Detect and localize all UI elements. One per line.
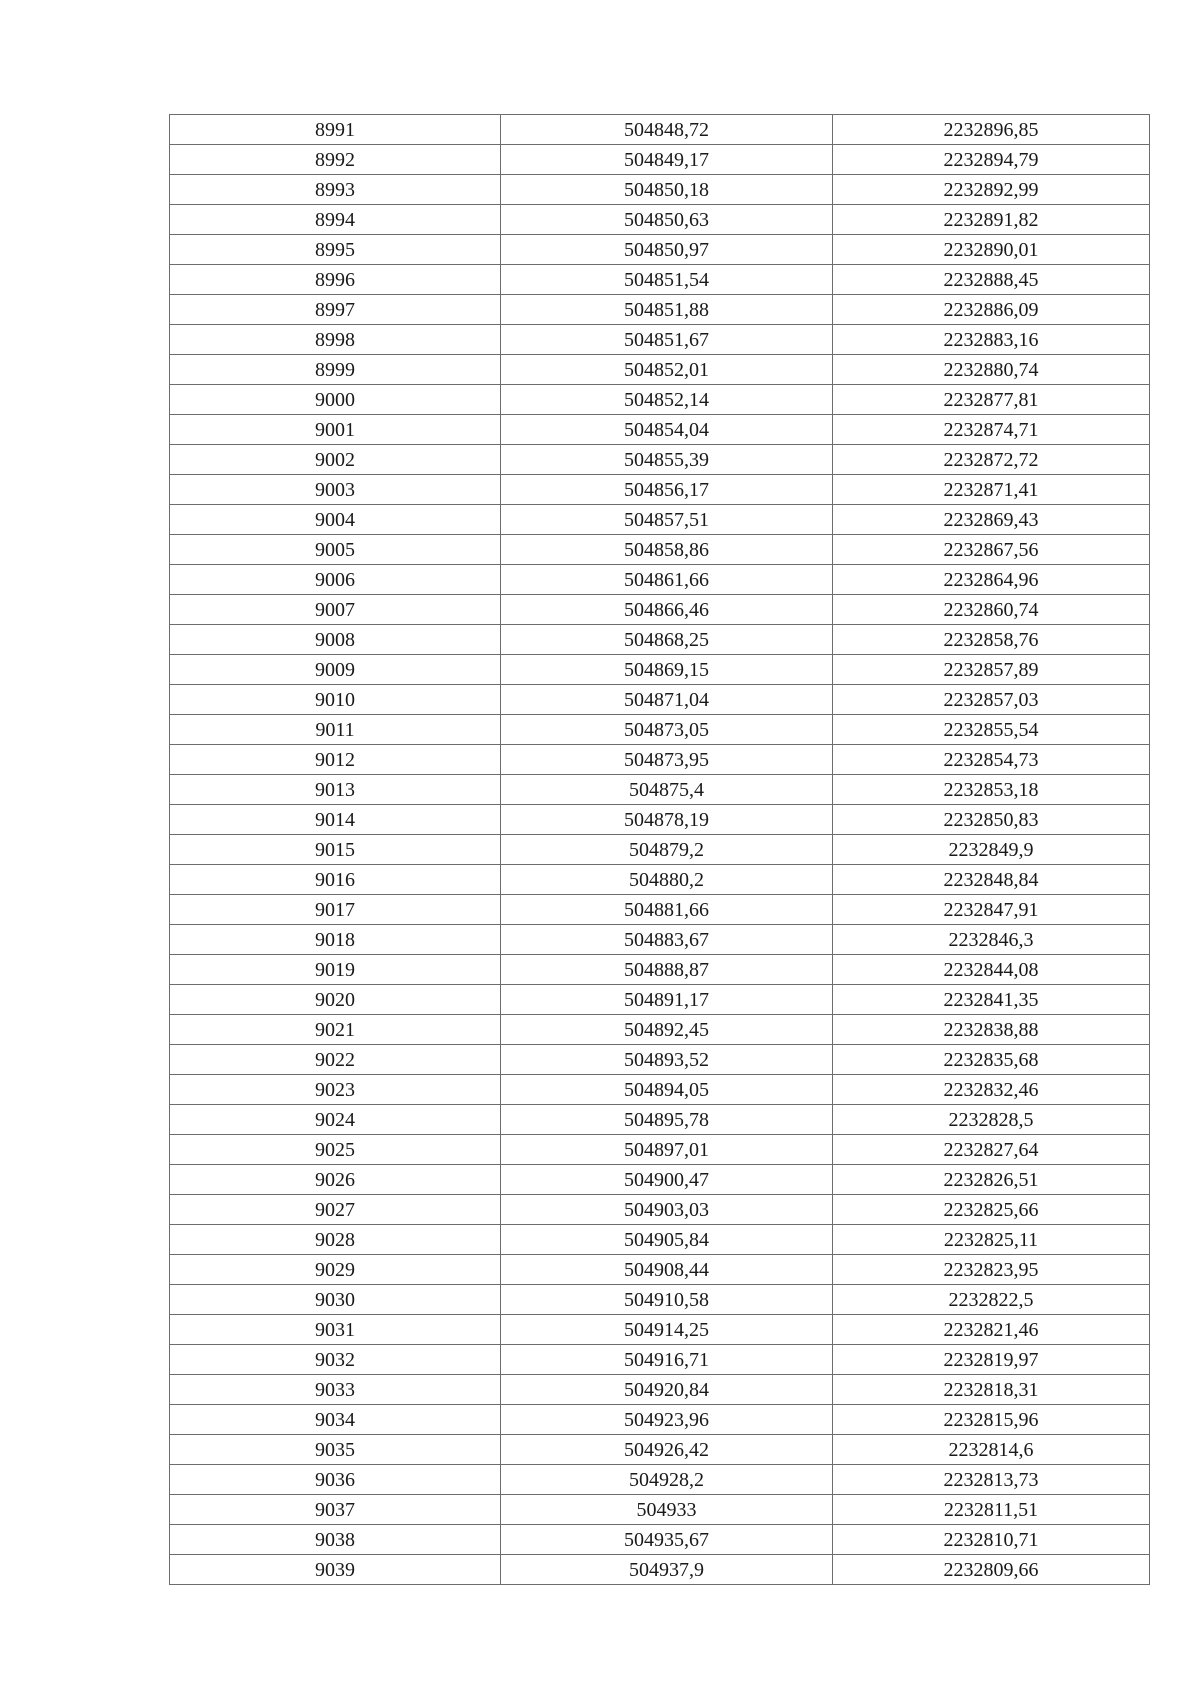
- table-row: [170, 385, 1150, 415]
- table-row: [170, 1345, 1150, 1375]
- table-row: [170, 715, 1150, 745]
- point-number-cell: 8993: [170, 175, 501, 205]
- table-row: [170, 445, 1150, 475]
- y-coordinate-cell: 2232892,99: [833, 175, 1150, 205]
- y-coordinate-cell: 2232823,95: [833, 1255, 1150, 1285]
- coordinates-table-body: [170, 115, 1150, 1585]
- y-coordinate-cell: 2232858,76: [833, 625, 1150, 655]
- point-number-cell: 8991: [170, 115, 501, 145]
- table-row: [170, 205, 1150, 235]
- table-row: [170, 985, 1150, 1015]
- y-coordinate-cell: 2232846,3: [833, 925, 1150, 955]
- y-coordinate-cell: 2232822,5: [833, 1285, 1150, 1315]
- x-coordinate-cell: 504850,97: [501, 235, 833, 265]
- x-coordinate-cell: 504866,46: [501, 595, 833, 625]
- y-coordinate-cell: 2232826,51: [833, 1165, 1150, 1195]
- table-row: [170, 835, 1150, 865]
- point-number-cell: 9016: [170, 865, 501, 895]
- point-number-cell: 9006: [170, 565, 501, 595]
- table-row: [170, 1135, 1150, 1165]
- point-number-cell: 9002: [170, 445, 501, 475]
- point-number-cell: 8997: [170, 295, 501, 325]
- point-number-cell: 9025: [170, 1135, 501, 1165]
- table-row: [170, 1555, 1150, 1585]
- table-row: [170, 925, 1150, 955]
- y-coordinate-cell: 2232871,41: [833, 475, 1150, 505]
- y-coordinate-cell: 2232813,73: [833, 1465, 1150, 1495]
- table-row: [170, 115, 1150, 145]
- y-coordinate-cell: 2232853,18: [833, 775, 1150, 805]
- table-row: [170, 475, 1150, 505]
- y-coordinate-cell: 2232886,09: [833, 295, 1150, 325]
- x-coordinate-cell: 504850,18: [501, 175, 833, 205]
- x-coordinate-cell: 504875,4: [501, 775, 833, 805]
- table-row: [170, 355, 1150, 385]
- x-coordinate-cell: 504851,54: [501, 265, 833, 295]
- y-coordinate-cell: 2232855,54: [833, 715, 1150, 745]
- point-number-cell: 8996: [170, 265, 501, 295]
- x-coordinate-cell: 504850,63: [501, 205, 833, 235]
- y-coordinate-cell: 2232819,97: [833, 1345, 1150, 1375]
- point-number-cell: 9017: [170, 895, 501, 925]
- x-coordinate-cell: 504891,17: [501, 985, 833, 1015]
- y-coordinate-cell: 2232827,64: [833, 1135, 1150, 1165]
- table-row: [170, 1045, 1150, 1075]
- y-coordinate-cell: 2232850,83: [833, 805, 1150, 835]
- x-coordinate-cell: 504868,25: [501, 625, 833, 655]
- x-coordinate-cell: 504916,71: [501, 1345, 833, 1375]
- x-coordinate-cell: 504861,66: [501, 565, 833, 595]
- table-row: [170, 1375, 1150, 1405]
- x-coordinate-cell: 504871,04: [501, 685, 833, 715]
- x-coordinate-cell: 504892,45: [501, 1015, 833, 1045]
- x-coordinate-cell: 504869,15: [501, 655, 833, 685]
- y-coordinate-cell: 2232874,71: [833, 415, 1150, 445]
- table-row: [170, 1285, 1150, 1315]
- y-coordinate-cell: 2232864,96: [833, 565, 1150, 595]
- y-coordinate-cell: 2232857,89: [833, 655, 1150, 685]
- table-row: [170, 1015, 1150, 1045]
- table-row: [170, 1075, 1150, 1105]
- y-coordinate-cell: 2232828,5: [833, 1105, 1150, 1135]
- table-row: [170, 265, 1150, 295]
- point-number-cell: 9027: [170, 1195, 501, 1225]
- y-coordinate-cell: 2232810,71: [833, 1525, 1150, 1555]
- point-number-cell: 9007: [170, 595, 501, 625]
- table-row: [170, 1255, 1150, 1285]
- table-row: [170, 325, 1150, 355]
- x-coordinate-cell: 504873,95: [501, 745, 833, 775]
- point-number-cell: 9033: [170, 1375, 501, 1405]
- y-coordinate-cell: 2232860,74: [833, 595, 1150, 625]
- x-coordinate-cell: 504878,19: [501, 805, 833, 835]
- y-coordinate-cell: 2232894,79: [833, 145, 1150, 175]
- x-coordinate-cell: 504852,01: [501, 355, 833, 385]
- table-row: [170, 1495, 1150, 1525]
- x-coordinate-cell: 504895,78: [501, 1105, 833, 1135]
- point-number-cell: 9005: [170, 535, 501, 565]
- table-row: [170, 955, 1150, 985]
- table-row: [170, 505, 1150, 535]
- table-row: [170, 1405, 1150, 1435]
- coordinates-table: [169, 114, 1150, 1585]
- x-coordinate-cell: 504857,51: [501, 505, 833, 535]
- x-coordinate-cell: 504926,42: [501, 1435, 833, 1465]
- x-coordinate-cell: 504879,2: [501, 835, 833, 865]
- x-coordinate-cell: 504937,9: [501, 1555, 833, 1585]
- y-coordinate-cell: 2232841,35: [833, 985, 1150, 1015]
- point-number-cell: 9003: [170, 475, 501, 505]
- point-number-cell: 9010: [170, 685, 501, 715]
- table-row: [170, 745, 1150, 775]
- x-coordinate-cell: 504933: [501, 1495, 833, 1525]
- x-coordinate-cell: 504851,67: [501, 325, 833, 355]
- x-coordinate-cell: 504858,86: [501, 535, 833, 565]
- x-coordinate-cell: 504935,67: [501, 1525, 833, 1555]
- point-number-cell: 9039: [170, 1555, 501, 1585]
- table-row: [170, 1225, 1150, 1255]
- point-number-cell: 9019: [170, 955, 501, 985]
- table-row: [170, 1195, 1150, 1225]
- x-coordinate-cell: 504897,01: [501, 1135, 833, 1165]
- y-coordinate-cell: 2232854,73: [833, 745, 1150, 775]
- point-number-cell: 9011: [170, 715, 501, 745]
- y-coordinate-cell: 2232844,08: [833, 955, 1150, 985]
- y-coordinate-cell: 2232825,66: [833, 1195, 1150, 1225]
- x-coordinate-cell: 504894,05: [501, 1075, 833, 1105]
- y-coordinate-cell: 2232835,68: [833, 1045, 1150, 1075]
- table-row: [170, 535, 1150, 565]
- y-coordinate-cell: 2232838,88: [833, 1015, 1150, 1045]
- x-coordinate-cell: 504855,39: [501, 445, 833, 475]
- table-row: [170, 415, 1150, 445]
- x-coordinate-cell: 504900,47: [501, 1165, 833, 1195]
- x-coordinate-cell: 504928,2: [501, 1465, 833, 1495]
- y-coordinate-cell: 2232891,82: [833, 205, 1150, 235]
- x-coordinate-cell: 504880,2: [501, 865, 833, 895]
- point-number-cell: 8999: [170, 355, 501, 385]
- table-row: [170, 805, 1150, 835]
- point-number-cell: 8998: [170, 325, 501, 355]
- y-coordinate-cell: 2232896,85: [833, 115, 1150, 145]
- x-coordinate-cell: 504856,17: [501, 475, 833, 505]
- y-coordinate-cell: 2232890,01: [833, 235, 1150, 265]
- table-row: [170, 865, 1150, 895]
- y-coordinate-cell: 2232815,96: [833, 1405, 1150, 1435]
- point-number-cell: 9036: [170, 1465, 501, 1495]
- point-number-cell: 9024: [170, 1105, 501, 1135]
- x-coordinate-cell: 504852,14: [501, 385, 833, 415]
- x-coordinate-cell: 504893,52: [501, 1045, 833, 1075]
- table-row: [170, 1105, 1150, 1135]
- table-row: [170, 1315, 1150, 1345]
- point-number-cell: 9012: [170, 745, 501, 775]
- table-row: [170, 1165, 1150, 1195]
- table-row: [170, 595, 1150, 625]
- table-row: [170, 1435, 1150, 1465]
- y-coordinate-cell: 2232888,45: [833, 265, 1150, 295]
- y-coordinate-cell: 2232809,66: [833, 1555, 1150, 1585]
- y-coordinate-cell: 2232811,51: [833, 1495, 1150, 1525]
- x-coordinate-cell: 504873,05: [501, 715, 833, 745]
- table-row: [170, 625, 1150, 655]
- point-number-cell: 9038: [170, 1525, 501, 1555]
- y-coordinate-cell: 2232877,81: [833, 385, 1150, 415]
- point-number-cell: 9001: [170, 415, 501, 445]
- x-coordinate-cell: 504920,84: [501, 1375, 833, 1405]
- y-coordinate-cell: 2232848,84: [833, 865, 1150, 895]
- table-row: [170, 685, 1150, 715]
- x-coordinate-cell: 504914,25: [501, 1315, 833, 1345]
- point-number-cell: 9004: [170, 505, 501, 535]
- point-number-cell: 9018: [170, 925, 501, 955]
- x-coordinate-cell: 504849,17: [501, 145, 833, 175]
- table-row: [170, 655, 1150, 685]
- table-row: [170, 175, 1150, 205]
- y-coordinate-cell: 2232821,46: [833, 1315, 1150, 1345]
- point-number-cell: 9022: [170, 1045, 501, 1075]
- table-row: [170, 1525, 1150, 1555]
- point-number-cell: 9014: [170, 805, 501, 835]
- point-number-cell: 9026: [170, 1165, 501, 1195]
- point-number-cell: 9009: [170, 655, 501, 685]
- y-coordinate-cell: 2232880,74: [833, 355, 1150, 385]
- point-number-cell: 9032: [170, 1345, 501, 1375]
- x-coordinate-cell: 504854,04: [501, 415, 833, 445]
- x-coordinate-cell: 504881,66: [501, 895, 833, 925]
- table-row: [170, 235, 1150, 265]
- y-coordinate-cell: 2232847,91: [833, 895, 1150, 925]
- y-coordinate-cell: 2232814,6: [833, 1435, 1150, 1465]
- point-number-cell: 8992: [170, 145, 501, 175]
- x-coordinate-cell: 504908,44: [501, 1255, 833, 1285]
- point-number-cell: 9030: [170, 1285, 501, 1315]
- point-number-cell: 9034: [170, 1405, 501, 1435]
- y-coordinate-cell: 2232825,11: [833, 1225, 1150, 1255]
- x-coordinate-cell: 504888,87: [501, 955, 833, 985]
- point-number-cell: 9008: [170, 625, 501, 655]
- table-row: [170, 565, 1150, 595]
- point-number-cell: 9029: [170, 1255, 501, 1285]
- x-coordinate-cell: 504923,96: [501, 1405, 833, 1435]
- point-number-cell: 9021: [170, 1015, 501, 1045]
- y-coordinate-cell: 2232857,03: [833, 685, 1150, 715]
- table-row: [170, 1465, 1150, 1495]
- table-row: [170, 145, 1150, 175]
- point-number-cell: 9037: [170, 1495, 501, 1525]
- x-coordinate-cell: 504883,67: [501, 925, 833, 955]
- x-coordinate-cell: 504851,88: [501, 295, 833, 325]
- table-row: [170, 775, 1150, 805]
- table-row: [170, 895, 1150, 925]
- y-coordinate-cell: 2232883,16: [833, 325, 1150, 355]
- x-coordinate-cell: 504910,58: [501, 1285, 833, 1315]
- point-number-cell: 9013: [170, 775, 501, 805]
- point-number-cell: 9020: [170, 985, 501, 1015]
- y-coordinate-cell: 2232869,43: [833, 505, 1150, 535]
- point-number-cell: 9000: [170, 385, 501, 415]
- y-coordinate-cell: 2232872,72: [833, 445, 1150, 475]
- point-number-cell: 8995: [170, 235, 501, 265]
- x-coordinate-cell: 504848,72: [501, 115, 833, 145]
- y-coordinate-cell: 2232832,46: [833, 1075, 1150, 1105]
- point-number-cell: 9031: [170, 1315, 501, 1345]
- point-number-cell: 9023: [170, 1075, 501, 1105]
- y-coordinate-cell: 2232849,9: [833, 835, 1150, 865]
- y-coordinate-cell: 2232867,56: [833, 535, 1150, 565]
- x-coordinate-cell: 504903,03: [501, 1195, 833, 1225]
- x-coordinate-cell: 504905,84: [501, 1225, 833, 1255]
- point-number-cell: 8994: [170, 205, 501, 235]
- point-number-cell: 9028: [170, 1225, 501, 1255]
- point-number-cell: 9015: [170, 835, 501, 865]
- y-coordinate-cell: 2232818,31: [833, 1375, 1150, 1405]
- table-row: [170, 295, 1150, 325]
- point-number-cell: 9035: [170, 1435, 501, 1465]
